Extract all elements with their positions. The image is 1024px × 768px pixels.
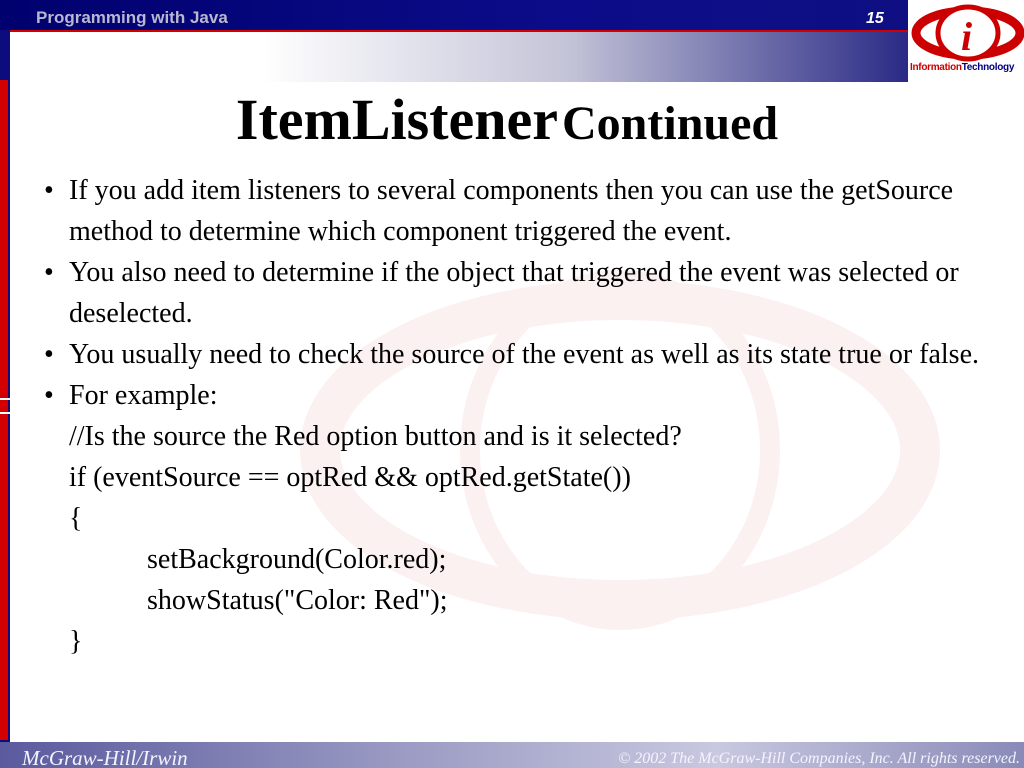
information-technology-logo [908, 0, 1024, 82]
logo-word-information: Information [910, 62, 962, 73]
slide-title-sub: Continued [562, 97, 779, 150]
bullet-mark: • [44, 339, 54, 370]
bullet-text: You also need to determine if the object that triggered the event was selected or deselected. [69, 257, 959, 329]
bullet-mark: • [44, 175, 54, 206]
logo-letter: i [961, 14, 973, 59]
slide-number: 15 [866, 10, 884, 27]
footer-publisher: McGraw-Hill/Irwin [22, 746, 188, 768]
header-gradient-band [10, 30, 908, 82]
code-line: setBackground(Color.red); [147, 544, 447, 575]
logo-wordmark [910, 62, 1014, 73]
header-red-line [10, 30, 908, 32]
left-rail-accent [0, 80, 8, 740]
slide-title-main: ItemListener [235, 87, 559, 152]
bullet-item [44, 334, 1004, 375]
bullet-text: For example: [69, 380, 218, 411]
footer-copyright: © 2002 The McGraw-Hill Companies, Inc. All rights reserved. [618, 750, 1020, 767]
slide-title [0, 86, 1014, 153]
slide-body [44, 170, 1004, 662]
bullet-text: If you add item listeners to several components then you can use the getSource method to determine which component triggered the event. [69, 175, 954, 247]
footer-bar [0, 742, 1024, 768]
bullet-item [44, 252, 1004, 334]
code-line: showStatus("Color: Red"); [147, 585, 448, 616]
bullet-item [44, 170, 1004, 252]
rail-divider [0, 398, 10, 400]
course-title: Programming with Java [36, 8, 228, 27]
code-line: //Is the source the Red option button and is it selected? [69, 421, 682, 452]
code-line: { [69, 503, 83, 534]
bullet-mark: • [44, 257, 54, 288]
code-line: if (eventSource == optRed && optRed.getState()) [69, 462, 631, 493]
bullet-text: You usually need to check the source of the event as well as its state true or false. [69, 339, 979, 370]
logo-word-technology: Technology [961, 62, 1015, 73]
bullet-mark: • [44, 380, 54, 411]
bullet-item [44, 375, 1004, 416]
rail-divider [0, 412, 10, 414]
code-line: } [69, 626, 83, 657]
